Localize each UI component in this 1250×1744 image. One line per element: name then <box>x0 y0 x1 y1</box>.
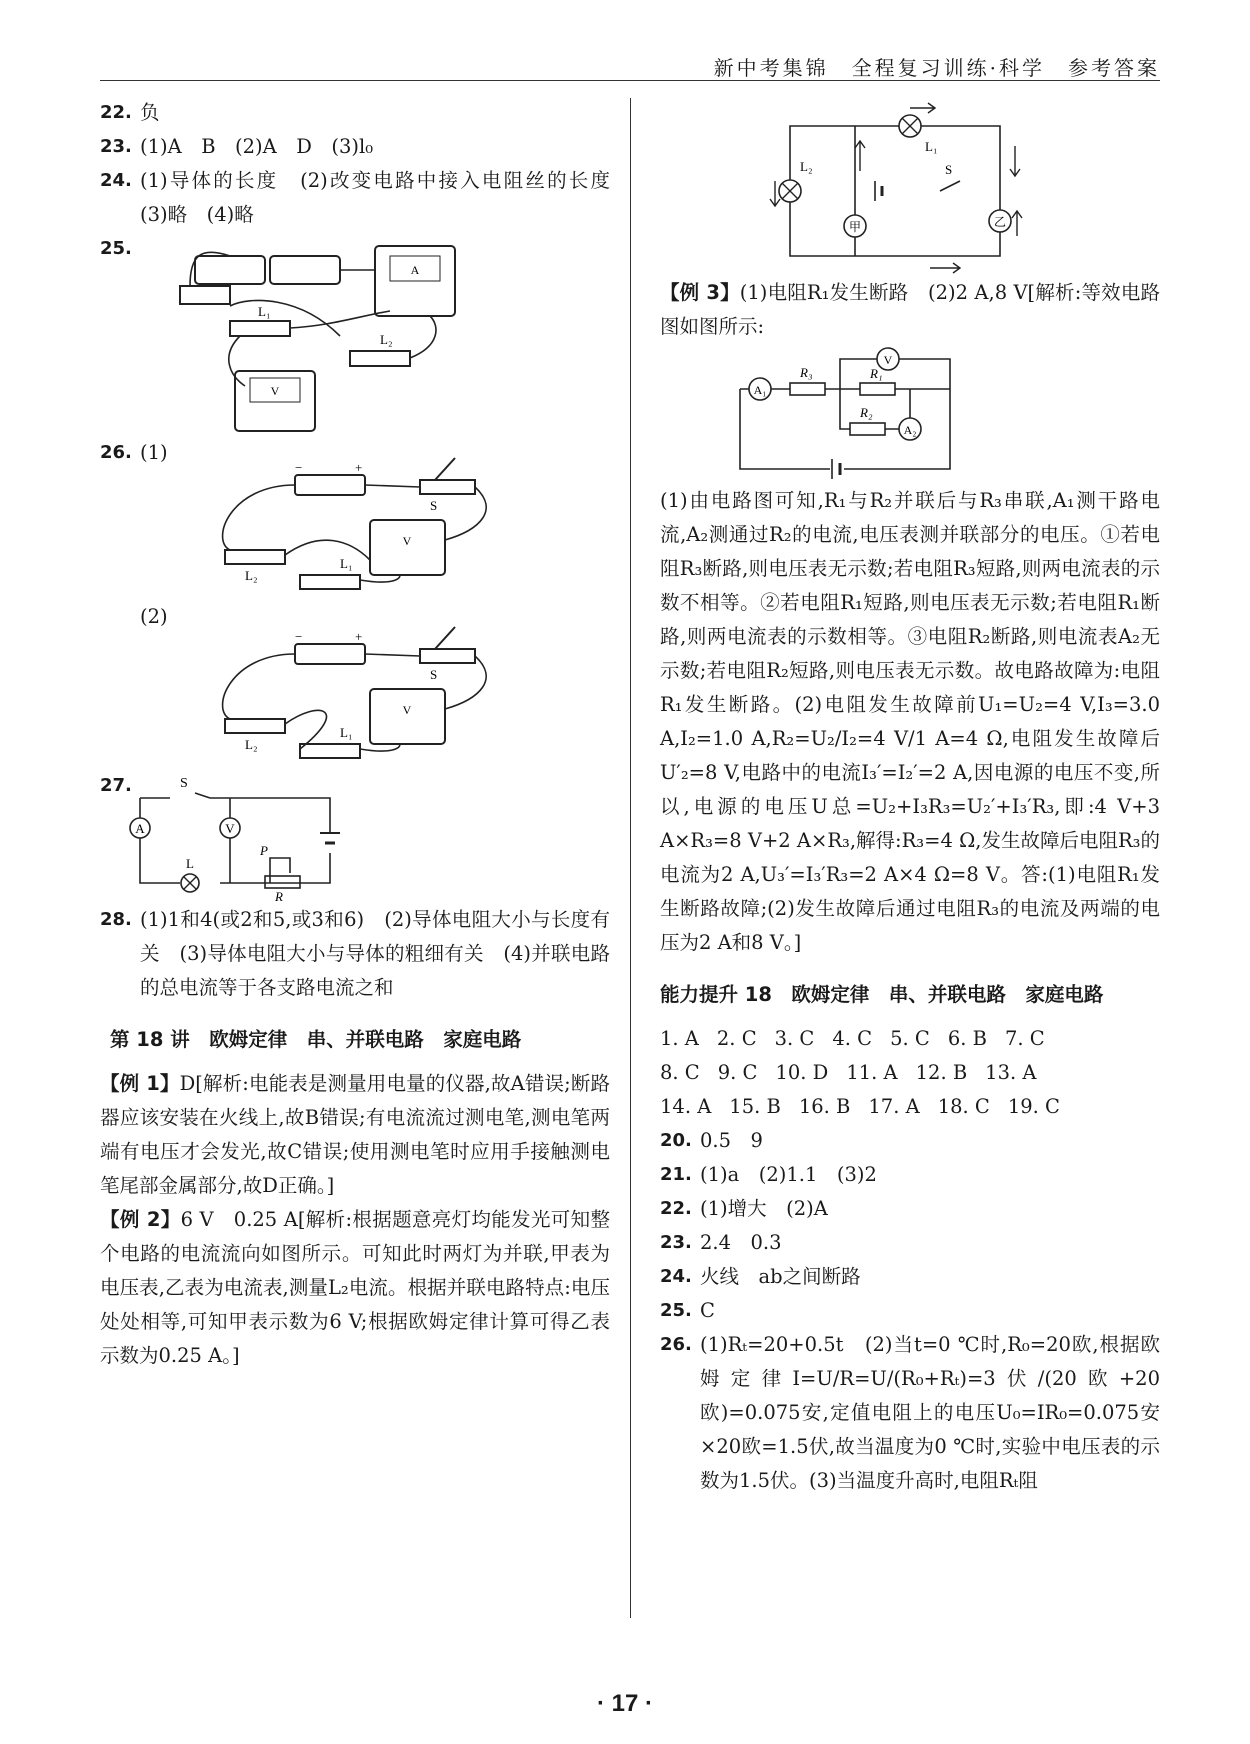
rheostat-label: R <box>275 889 283 903</box>
answer-24 <box>100 164 630 232</box>
mc-answer: 13. A <box>985 1061 1037 1084</box>
mc-answer: 14. A <box>660 1095 712 1118</box>
slider-label: P <box>260 843 268 858</box>
mc-answer: 3. C <box>774 1027 815 1050</box>
left-column <box>100 96 630 1373</box>
section-title-ability-18: 能力提升 18 欧姆定律 串、并联电路 家庭电路 <box>660 983 1104 1006</box>
answer-22 <box>100 96 610 130</box>
example-label: 【例 2】 <box>100 1208 181 1231</box>
question-number: 23. <box>100 136 132 157</box>
mc-answer: 7. C <box>1004 1027 1045 1050</box>
mc-answer: 15. B <box>729 1095 781 1118</box>
answer-text: (1)增大 (2)A <box>700 1197 828 1220</box>
page-number: · 17 · <box>596 1690 653 1717</box>
voltmeter-label: V <box>270 384 280 398</box>
voltmeter-label: V <box>402 703 412 717</box>
lamp-l1-label: L₁ <box>340 725 353 740</box>
meter-jia-label: 甲 <box>848 220 862 234</box>
sub-part-label: (2) <box>140 605 168 628</box>
switch-label: S <box>945 162 953 177</box>
example-label: 【例 3】 <box>660 281 740 304</box>
lamp-l2-label: L₂ <box>800 159 813 174</box>
lamp-l1-label: L₁ <box>258 304 271 319</box>
question-number: 23. <box>660 1232 692 1253</box>
ammeter-a1-label: A₁ <box>753 383 767 397</box>
example-text: (1)电阻R₁发生断路 (2)2 A,8 V[解析:等效电路图如图所示: <box>660 281 1160 338</box>
sub-part-label: (1) <box>140 441 168 464</box>
mc-answer: 19. C <box>1007 1095 1060 1118</box>
answer-r22 <box>660 1192 1160 1226</box>
lamp-l1-label: L₁ <box>925 139 938 154</box>
voltmeter-label: V <box>225 821 235 836</box>
answer-text: (1)Rₜ=20+0.5t (2)当t=0 ℃时,R₀=20欧,根据欧姆定律I=U/R=U/(R₀+Rₜ)=3伏/(20欧+20欧)=0.075安,定值电阻上的电压U₀=IR₀=0.075安×20欧=1.5伏,故当温度为0 ℃时,实验中电压表的示数为1.5伏。(3)当温度升高时,电阻Rₜ阻 <box>700 1333 1160 1492</box>
question-number: 22. <box>660 1198 692 1219</box>
example-1 <box>100 1067 610 1203</box>
mc-answer: 6. B <box>947 1027 987 1050</box>
example-2 <box>100 1203 610 1373</box>
answer-r21 <box>660 1158 1160 1192</box>
column-divider <box>630 98 631 1618</box>
ammeter-a2-label: A₂ <box>903 423 917 437</box>
resistor-r1-label: R₁ <box>870 366 883 381</box>
example-text: 6 V 0.25 A[解析:根据题意亮灯均能发光可知整个电路的电流流向如图所示。可知此时两灯为并联,甲表为电压表,乙表为电流表,测量L₂电流。根据并联电路特点:电压处处相等,可知甲表示数为6 V;根据欧姆定律计算可得乙表示数为0.25 A。] <box>100 1208 610 1367</box>
example-label: 【例 1】 <box>100 1072 180 1095</box>
question-number: 28. <box>100 909 132 930</box>
example-3 <box>660 276 1160 344</box>
circuit-figure-example2 <box>660 96 1160 276</box>
mc-answer: 5. C <box>890 1027 930 1050</box>
voltmeter-label: V <box>883 353 893 367</box>
answer-text: C <box>700 1299 715 1322</box>
answer-text: (1)1和4(或2和5,或3和6) (2)导体电阻大小与长度有关 (3)导体电阻大小与导体的粗细有关 (4)并联电路的总电流等于各支路电流之和 <box>140 908 610 999</box>
battery-minus-label: − <box>295 460 303 475</box>
mc-answer: 16. B <box>798 1095 851 1118</box>
answer-23 <box>100 130 610 164</box>
lamp-label: L <box>186 856 194 871</box>
mc-answers-row-1 <box>660 1022 1160 1056</box>
ammeter-label: A <box>135 821 145 836</box>
mc-answers-row-2 <box>660 1056 1160 1090</box>
switch-label: S <box>180 776 188 791</box>
answer-text: 0.5 9 <box>700 1129 763 1152</box>
lamp-l2-label: L₂ <box>245 737 258 752</box>
answer-r20 <box>660 1124 1160 1158</box>
section-title-18: 第 18 讲 欧姆定律 串、并联电路 家庭电路 <box>110 1028 522 1051</box>
mc-answer: 10. D <box>775 1061 829 1084</box>
question-number: 26. <box>100 442 132 463</box>
header-rule <box>100 80 1160 81</box>
mc-answers-row-3 <box>660 1090 1160 1124</box>
question-number: 20. <box>660 1130 692 1151</box>
mc-answer: 8. C <box>660 1061 700 1084</box>
resistor-r3-label: R₃ <box>800 365 813 380</box>
question-number: 24. <box>660 1266 692 1287</box>
meter-yi-label: 乙 <box>993 215 1007 229</box>
mc-answer: 4. C <box>832 1027 873 1050</box>
switch-label: S <box>430 498 438 513</box>
circuit-figure-25 <box>100 236 610 436</box>
page-header: 新中考集锦 全程复习训练·科学 参考答案 <box>713 56 1160 80</box>
battery-plus-label: + <box>355 460 363 475</box>
answer-r25 <box>660 1294 1160 1328</box>
voltmeter-label: V <box>402 534 412 548</box>
mc-answer: 11. A <box>846 1061 898 1084</box>
answer-28 <box>100 903 610 1005</box>
answer-text: 2.4 0.3 <box>700 1231 782 1254</box>
answer-text: 火线 ab之间断路 <box>700 1265 861 1288</box>
mc-answer: 1. A <box>660 1027 699 1050</box>
mc-answer: 12. B <box>915 1061 968 1084</box>
question-number: 24. <box>100 170 132 191</box>
mc-answer: 18. C <box>937 1095 990 1118</box>
mc-answer: 9. C <box>717 1061 758 1084</box>
right-column <box>660 96 1160 1498</box>
circuit-figure-26-2 <box>100 619 610 769</box>
answer-text: 负 <box>140 101 160 124</box>
mc-answer: 2. C <box>716 1027 757 1050</box>
question-number: 22. <box>100 102 132 123</box>
switch-label: S <box>430 667 438 682</box>
lamp-l2-label: L₂ <box>245 568 258 583</box>
mc-answer: 17. A <box>868 1095 920 1118</box>
circuit-figure-27 <box>100 773 610 903</box>
battery-minus-label: − <box>295 629 303 644</box>
answer-text: (1)导体的长度 (2)改变电路中接入电阻丝的长度 (3)略 (4)略 <box>140 169 630 226</box>
lamp-l1-label: L₁ <box>340 556 353 571</box>
example-text: D[解析:电能表是测量用电量的仪器,故A错误;断路器应该安装在火线上,故B错误;有电流流过测电笔,测电笔两端有电压才会发光,故C错误;使用测电笔时应用手接触测电笔尾部金属部分,故D正确。] <box>100 1072 611 1197</box>
resistor-r2-label: R₂ <box>860 405 873 420</box>
ammeter-label: A <box>410 263 420 277</box>
example-3-body: (1)由电路图可知,R₁与R₂并联后与R₃串联,A₁测干路电流,A₂测通过R₂的电流,电压表测并联部分的电压。①若电阻R₃断路,则电压表无示数;若电阻R₃短路,则两电流表的示数不相等。②若电阻R₁短路,则电压表无示数;若电阻R₁断路,则两电流表的示数相等。③电阻R₂断路,则电流表A₂无示数;若电阻R₂短路,则电压表无示数。故电路故障为:电阻R₁发生断路。(2)电阻发生故障前U₁=U₂=4 V,I₃=3.0 A,I₂=1.0 A,R₂=U₂/I₂=4 V/1 A=4 Ω,电阻发生故障后U′₂=8 V,电路中的电流I₃′=I₂′=2 A,因电源的电压不变,所以,电源的电压U总=U₂+I₃R₃=U₂′+I₃′R₃,即:4 V+3 A×R₃=8 V+2 A×R₃,解得:R₃=4 Ω,发生故障后电阻R₃的电流为2 A,U₃′=I₃′R₃=2 A×4 Ω=8 V。答:(1)电阻R₁发生断路故障;(2)发生故障后通过电阻R₃的电流及两端的电压为2 A和8 V。] <box>660 489 1160 954</box>
question-number: 26. <box>660 1334 692 1355</box>
battery-plus-label: + <box>355 629 363 644</box>
answer-text: (1)A B (2)A D (3)l₀ <box>140 135 374 158</box>
question-number: 21. <box>660 1164 692 1185</box>
circuit-figure-26-1 <box>100 450 610 600</box>
question-number: 25. <box>100 238 132 259</box>
answer-r26 <box>660 1328 1160 1498</box>
question-number: 27. <box>100 775 132 796</box>
answer-r23 <box>660 1226 1160 1260</box>
lamp-l2-label: L₂ <box>380 332 393 347</box>
question-number: 25. <box>660 1300 692 1321</box>
answer-r24 <box>660 1260 1160 1294</box>
equivalent-circuit-figure <box>660 344 1160 484</box>
answer-text: (1)a (2)1.1 (3)2 <box>700 1163 877 1186</box>
